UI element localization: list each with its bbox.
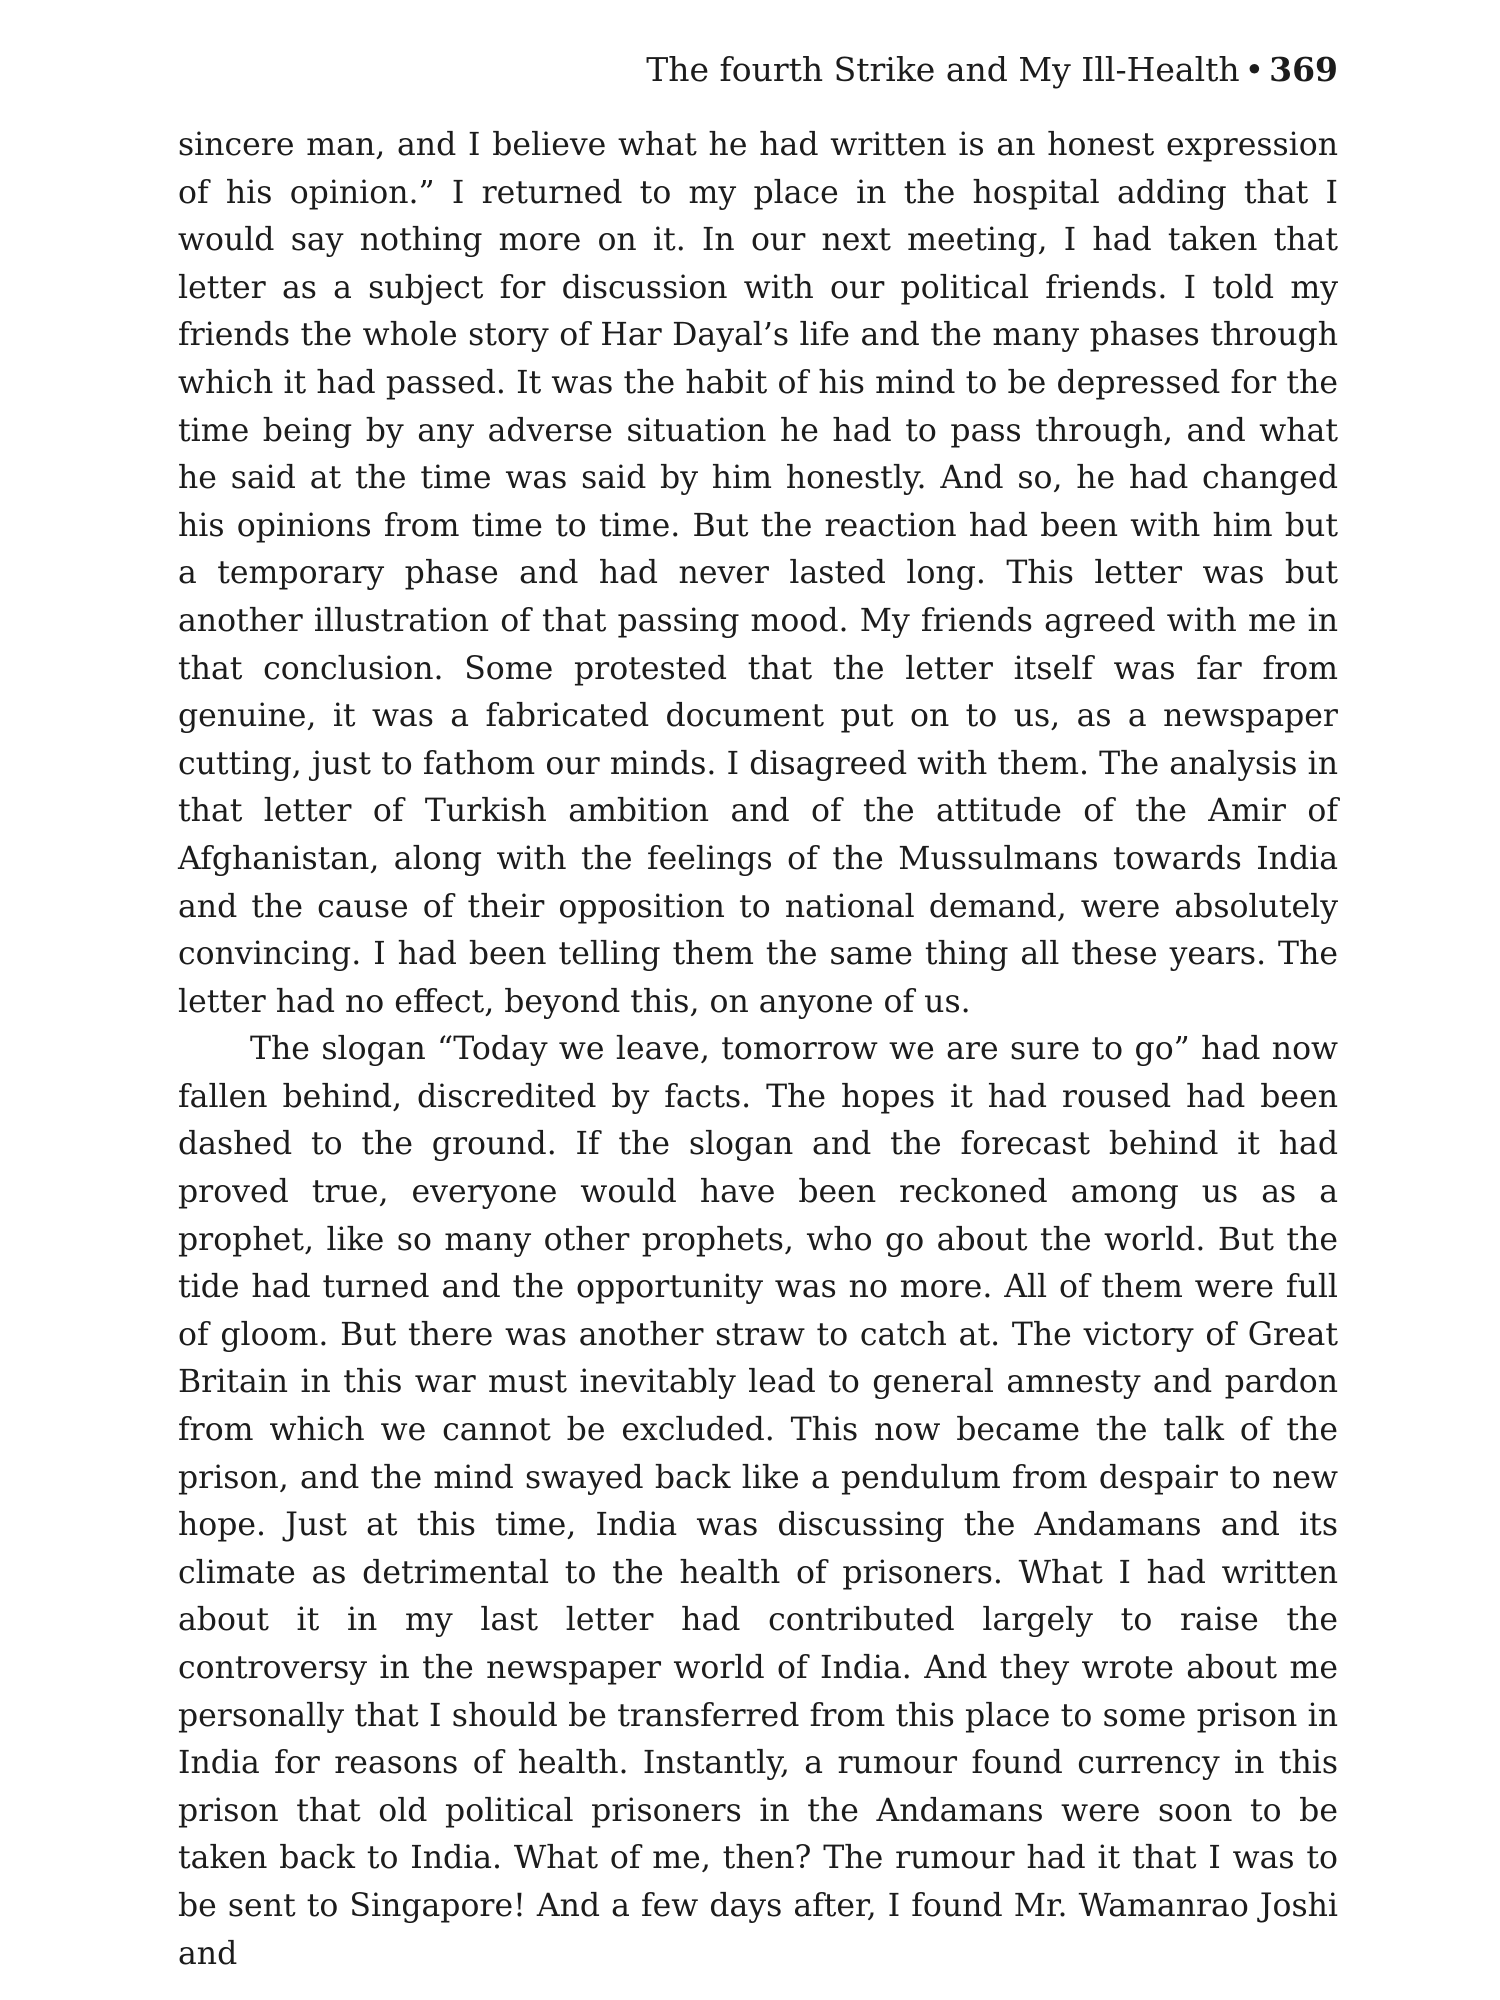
body-text [178, 122, 1338, 1978]
header-separator: • [1244, 50, 1265, 89]
running-header [646, 46, 1338, 94]
paragraph-1: sincere man, and I believe what he had written is an honest expression of his opinion.” I returned to my place in the hospital adding that I would say nothing more on it. In our next meeting, I had taken that letter as a subject for discussion with our political friends. I told my friends the whole story of Har Dayal’s life and the many phases through which it had passed. It was the habit of his mind to be depressed for the time being by any adverse situation he had to pass through, and what he said at the time was said by him honestly. And so, he had changed his opinions from time to time. But the reaction had been with him but a temporary phase and had never lasted long. This letter was but another illustration of that passing mood. My friends agreed with me in that conclusion. Some protested that the letter itself was far from genuine, it was a fabricated document put on to us, as a newspaper cutting, just to fathom our minds. I disagreed with them. The analysis in that letter of Turkish ambition and of the attitude of the Amir of Afghanistan, along with the feelings of the Mussulmans towards India and the cause of their opposition to national demand, were absolutely convincing. I had been telling them the same thing all these years. The letter had no effect, beyond this, on anyone of us. [178, 127, 1338, 1020]
paragraph-2: The slogan “Today we leave, tomorrow we are sure to go” had now fallen behind, discredited by facts. The hopes it had roused had been dashed to the ground. If the slogan and the forecast behind it had proved true, everyone would have been reckoned among us as a prophet, like so many other prophets, who go about the world. But the tide had turned and the opportunity was no more. All of them were full of gloom. But there was another straw to catch at. The victory of Great Britain in this war must inevitably lead to general amnesty and pardon from which we cannot be excluded. This now became the talk of the prison, and the mind swayed back like a pendulum from despair to new hope. Just at this time, India was discussing the Andamans and its climate as detrimental to the health of prisoners. What I had written about it in my last letter had contributed largely to raise the controversy in the newspaper world of India. And they wrote about me personally that I should be transferred from this place to some prison in India for reasons of health. Instantly, a rumour found currency in this prison that old political prisoners in the Andamans were soon to be taken back to India. What of me, then? The rumour had it that I was to be sent to Singapore! And a few days after, I found Mr. Wamanrao Joshi and [178, 1031, 1338, 1972]
chapter-title: The fourth Strike and My Ill-Health [646, 50, 1240, 89]
page-number: 369 [1269, 50, 1338, 89]
